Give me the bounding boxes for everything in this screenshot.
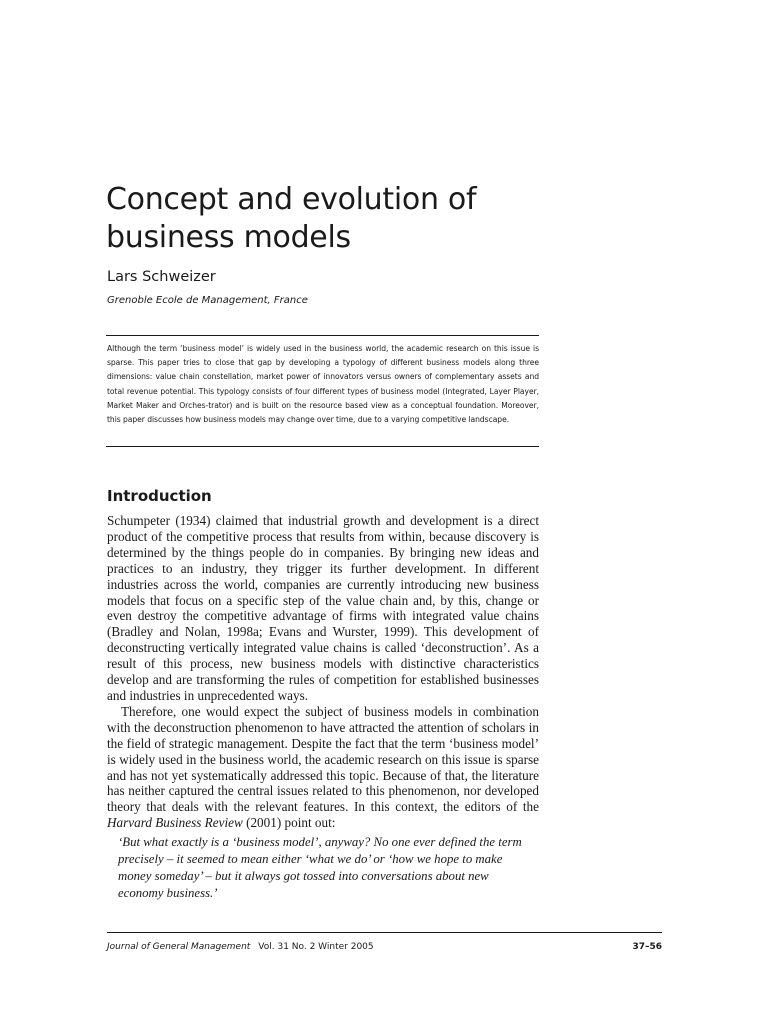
article-title: Concept and evolution of business models	[106, 182, 477, 255]
body-paragraph-2	[107, 704, 539, 831]
footer-page-range: 37–56	[632, 942, 662, 952]
author-name: Lars Schweizer	[107, 269, 216, 285]
abstract-bottom-divider	[106, 446, 539, 447]
cited-journal-title: Harvard Business Review	[107, 815, 243, 831]
paragraph-2-text: Therefore, one would expect the subject of business models in combination with the deconstruction phenomenon to have attracted the attention of scholars in the field of strategic management. Despite the fact that the term ‘business model’ is widely used in the business world, the academic research on this issue is sparse and has not yet systematically addressed this topic. Because of that, the literature has neither captured the central issues related to this phenomenon, nor developed theory that deals with the relevant features. In this context, the editors of the	[107, 703, 539, 815]
footer-journal-name: Journal of General Management	[107, 942, 251, 952]
footer-divider	[107, 932, 662, 933]
abstract-top-divider	[106, 335, 539, 336]
paragraph-2-text-end: (2001) point out:	[242, 815, 336, 831]
block-quote: ‘But what exactly is a ‘business model’, anyway? No one ever defined the term precisely – it seemed to mean either ‘what we do’ or ‘how we hope to make money someday’ – but it always got tossed into conversations about new economy business.’	[118, 835, 522, 900]
footer-citation	[107, 941, 374, 953]
abstract-text: Although the term ‘business model’ is widely used in the business world, the academic research on this issue is sparse. This paper tries to close that gap by developing a typology of different business models along three dimensions: value chain constellation, market power of innovators versus owners of complementary assets and total revenue potential. This typology consists of four different types of business model (Integrated, Layer Player, Market Maker and Orches-trator) and is built on the resource based view as a conceptual foundation. Moreover, this paper discusses how business models may change over time, due to a varying competitive landscape.	[107, 344, 539, 425]
body-paragraph-1: Schumpeter (1934) claimed that industrial growth and development is a direct product of the competitive process that results from within, because discovery is determined by the things people do in companies. By bringing new ideas and practices to an industry, they trigger its further development. In different industries across the world, companies are currently introducing new business models that focus on a specific step of the value chain and, by this, change or even destroy the competitive advantage of firms with integrated value chains (Bradley and Nolan, 1998a; Evans and Wurster, 1999). This development of deconstructing vertically integrated value chains is called ‘deconstruction’. As a result of this process, new business models with distinctive characteristics develop and are transforming the rules of competition for established businesses and industries in unprecedented ways.	[107, 513, 539, 703]
author-affiliation: Grenoble Ecole de Management, France	[107, 295, 308, 306]
section-heading: Introduction	[107, 487, 212, 505]
body-text	[107, 513, 539, 831]
footer-issue: Vol. 31 No. 2 Winter 2005	[258, 942, 374, 952]
